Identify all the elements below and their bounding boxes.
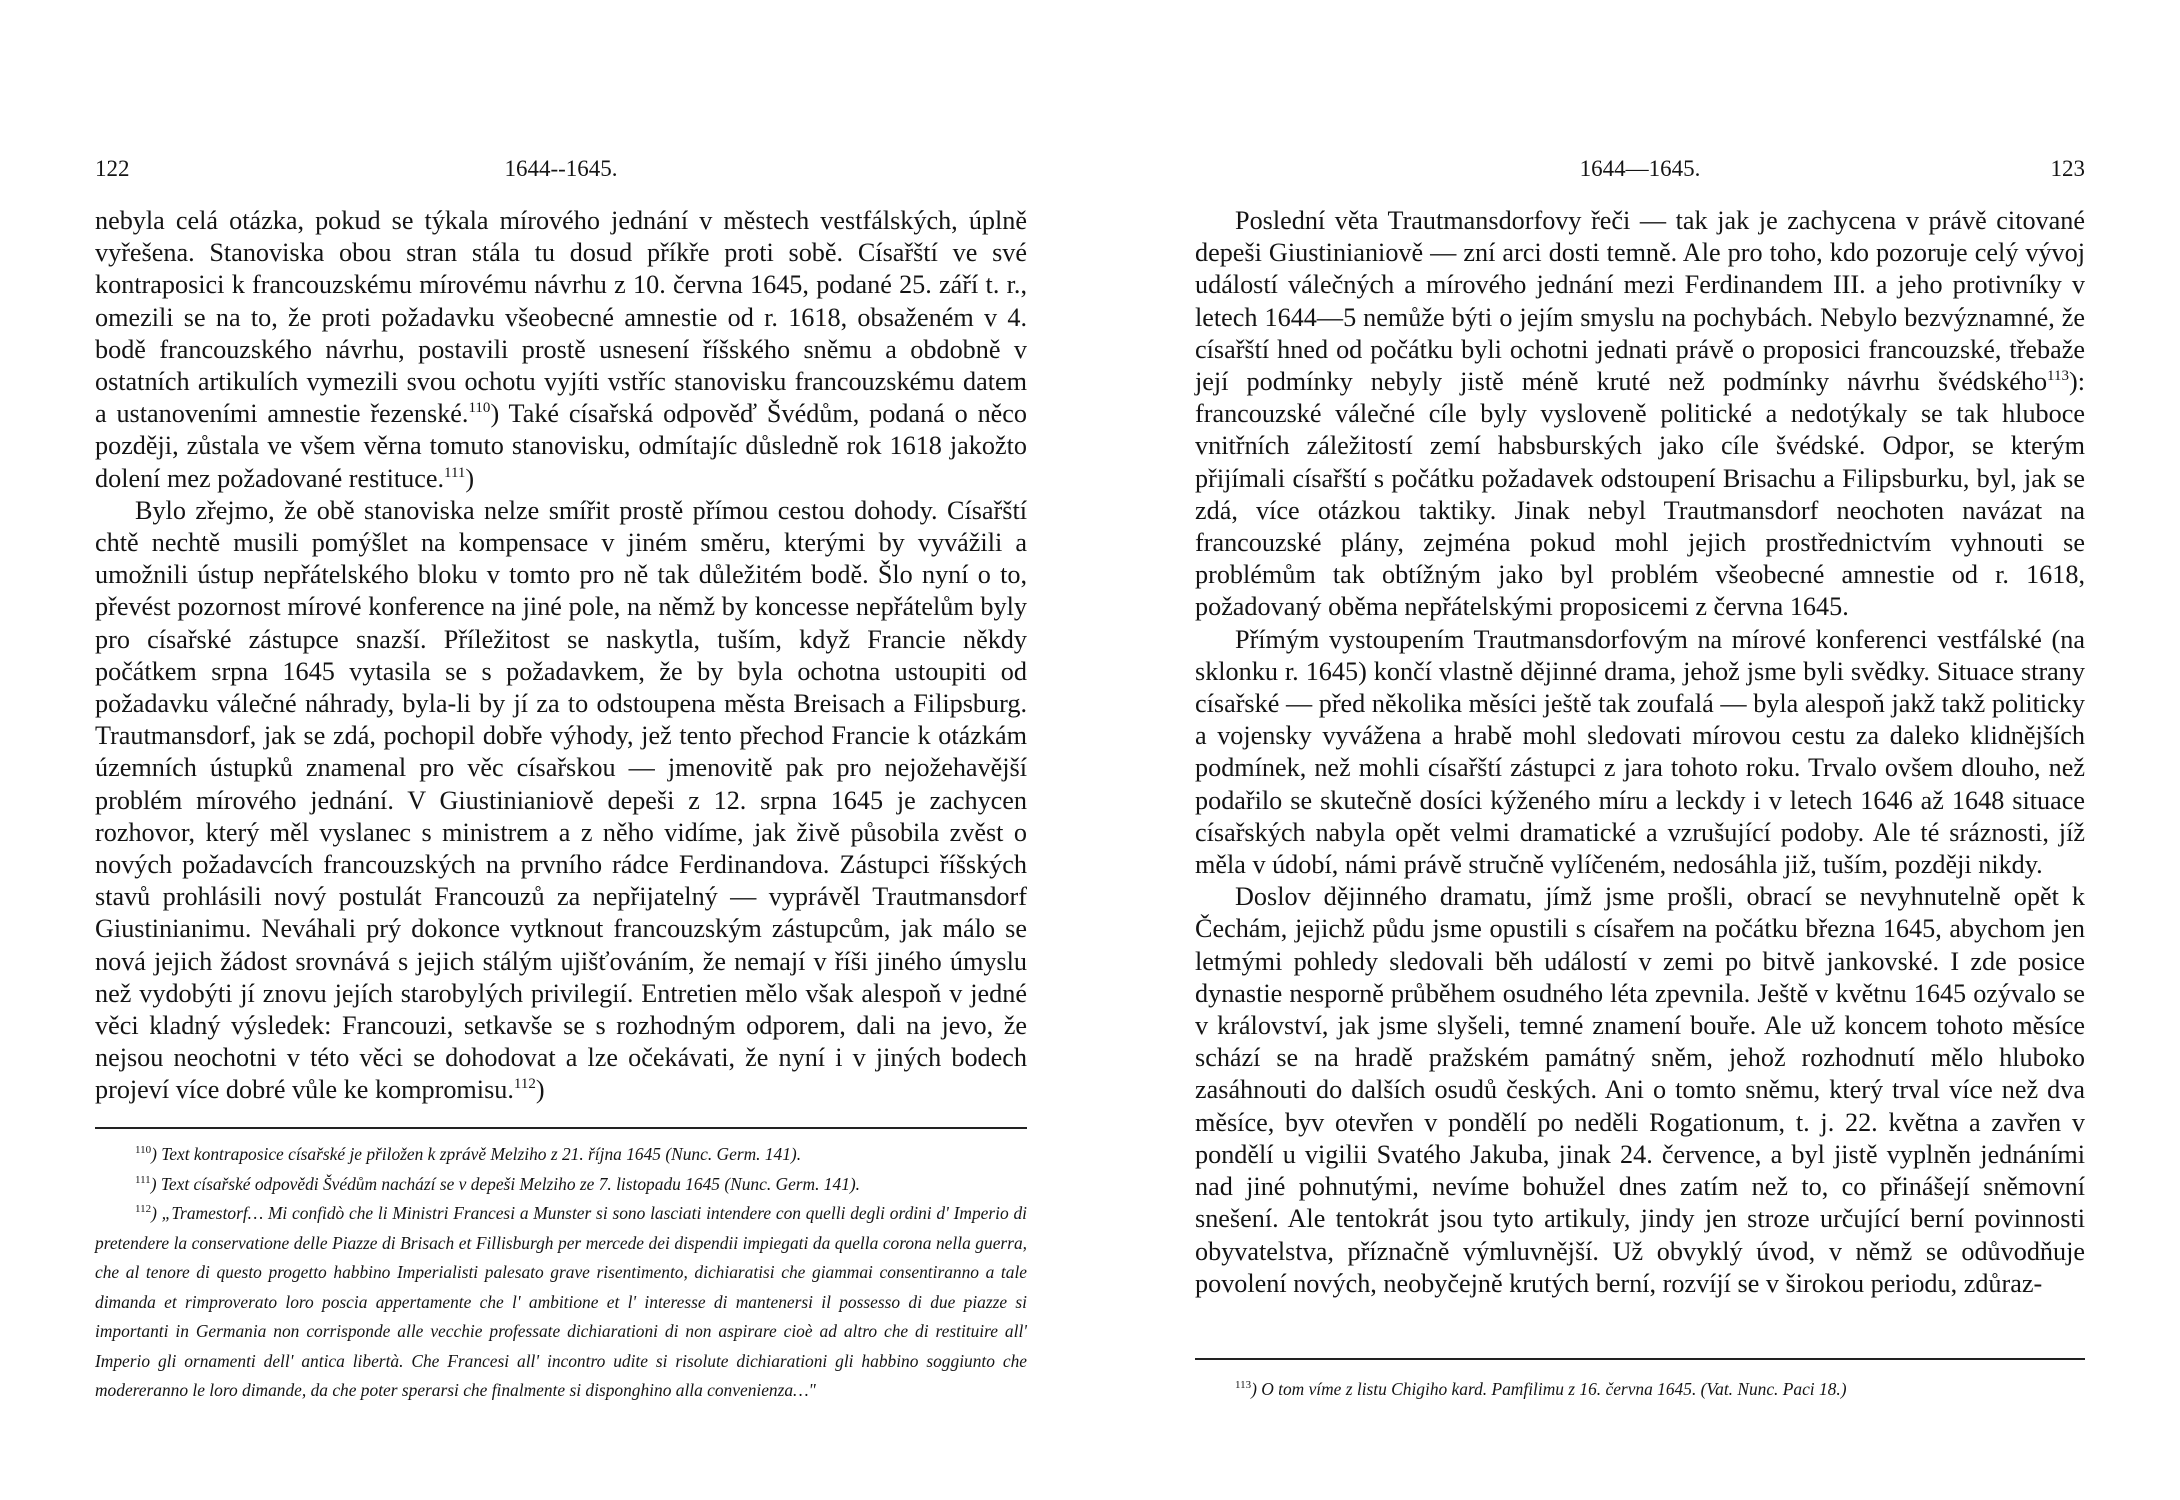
footnotes: [95, 1140, 1027, 1406]
running-head: [95, 151, 1027, 187]
page-number: 123: [2050, 156, 2085, 181]
paragraph: nebyla celá otázka, pokud se týkala mírového jednání v městech vestfálských, úplně vyřešena. Stanoviska obou stran stála tu dosud příkře proti sobě. Císařští ve své kontraposici k francouzskému mírovému návrhu z 10. června 1645, podané 25. září t. r., omezili se na to, že proti požadavku všeobecné amnestie od r. 1618, obsaženém v 4. bodě francouzského návrhu, postavili prostě usnesení říšského sněmu a obdobně v ostatních artikulích vymezili svou ochotu vyjíti vstříc stanovisku francouzskému datem a ustanoveními amnestie řezenské.$^{110}$) Také císařská odpověď Švédům, podaná o něco později, zůstala ve všem věrna tomuto stanovisku, odmítajíc důsledně rok 1618 jakožto dolení mez požadované restituce.$^{111}$): [95, 206, 1027, 493]
footnote: $^{112}$) „Tramestorf… Mi confidò che li Ministri Francesi a Munster si sono lasciati intendere con quelli degli ordini d' Imperio di pretendere la conservatione delle Piazze di Brisach et Fillisburgh per mercede dei dispendii impiegati da quella corona nella guerra, che al tenore di questo progetto habbino Imperialisti palesato grave risentimento, dichiaratisi che giammai consentiranno a tale dimanda et rimproverato loro poscia appertamente che l' ambitione et l' interesse di mantenersi il possesso di due piazze si importanti in Germania non corrisponde alle vecchie professate dichiarationi di non aspirare cioè ad altro che di restituire all' Imperio gli ornamenti dell' antica libertà. Che Francesi all' incontro udite si risolute dichiarationi gli habbino soggiunto che modereranno le loro dimande, da che poter sperarsi che finalmente si disponghino alla convenienza…": [95, 1203, 1027, 1400]
paragraph: Přímým vystoupením Trautmansdorfovým na mírové konferenci vestfálské (na sklonku r. 1645) končí vlastně dějinné drama, jehož jsme byli svědky. Situace strany císařské — před několika měsíci ještě tak zoufalá — byla alespoň jakž takž politicky a vojensky vyvážena a hrabě mohl sledovati mírovou cestu za daleko klidnějších podmínek, než mohli císařští zástupci z jara tohoto roku. Trvalo ovšem dlouho, než podařilo se skutečně dosíci kýženého míru a leckdy i v letech 1646 až 1648 situace císařských nabyla opět velmi dramatické a vzrušující podoby. Ale té sráznosti, jíž měla v údobí, námi právě stručně vylíčeném, nedosáhla již, tuším, později nikdy.: [1195, 624, 2085, 880]
footnote-rule: [95, 1127, 1027, 1129]
left-page: [95, 0, 1027, 1500]
footnote-rule: [1195, 1358, 2085, 1360]
body-text: [1195, 205, 2085, 1300]
footnote-ref: 112: [513, 1076, 536, 1093]
footnote: $^{111}$) Text císařské odpovědi Švédům nachází se v depeši Melziho ze 7. listopadu 1645 (Nunc. Germ. 141).: [135, 1173, 861, 1194]
footnote: $^{113}$) O tom víme z listu Chigiho kard. Pamfilimu z 16. června 1645. (Vat. Nunc. Paci 18.): [1235, 1379, 1847, 1399]
footnotes: [1195, 1375, 2085, 1405]
page-number: 122: [95, 156, 130, 181]
paragraph: Poslední věta Trautmansdorfovy řeči — tak jak je zachycena v právě citované depeši Giustinianiově — zní arci dosti temně. Ale pro toho, kdo pozoruje celý vývoj událostí válečných a mírového jednání mezi Ferdinandem III. a jeho protivníky v letech 1644—5 nemůže býti o jejím smyslu na pochybách. Nebylo bezvýznamné, že císařští hned od počátku byli ochotni jednati právě o proposici francouzské, třebaže její podmínky nebyly jistě méně kruté než podmínky návrhu švédského$^{113}$): francouzské válečné cíle byly vysloveně politické a nedotýkaly se tak hluboce vnitřních záležitostí zemí habsburských jako cíle švédské. Odpor, se kterým přijímali císařští s počátku požadavek odstoupení Brisachu a Filipsburku, byl, jak se zdá, více otázkou taktiky. Jinak nebyl Trautmansdorf neochoten navázat na francouzské plány, zejména pokud mohl jejich prostřednictvím vyhnouti se problémům tak obtížným jako byl problém všeobecné amnestie od r. 1618, požadovaný oběma nepřátelskými proposicemi z června 1645.: [1195, 206, 2085, 622]
paragraph: Bylo zřejmo, že obě stanoviska nelze smířit prostě přímou cestou dohody. Císařští chtě nechtě musili pomýšlet na kompensace v jiném směru, kterými by vyvážili a umožnili ústup nepřátelského bloku v tomto pro ně tak důležitém bodě. Šlo nyní o to, převést pozornost mírové konference na jiné pole, na němž by koncesse nepřátelům byly pro císařské zástupce snazší. Příležitost se naskytla, tuším, když Francie někdy počátkem srpna 1645 vytasila se s požadavkem, že by byla ochotna ustoupiti od požadavku válečné náhrady, byla-li by jí za to odstoupena města Breisach a Filipsburg. Trautmansdorf, jak se zdá, pochopil dobře výhody, jež tento přechod Francie k otázkám územních ústupků znamenal pro věc císařskou — jmenovitě pak pro nejožehavější problém mírového jednání. V Giustinianiově depeši z 12. srpna 1645 je zachycen rozhovor, který měl vyslanec s ministrem a z něho vidíme, jak živě působila zvěst o nových požadavcích francouzských na prvního rádce Ferdinandova. Zástupci říšských stavů prohlásili nový postulát Francouzů za nepřijatelný — vyprávěl Trautmansdorf Giustinianimu. Neváhali prý dokonce vytknout francouzským zástupcům, jak málo se nová jejich žádost srovnává s jejich stálým ujišťováním, že nemají v říši jiného úmyslu než vydobýti jí znovu jejích starobylých privilegií. Entretien mělo však alespoň v jedné věci kladný výsledek: Francouzi, setkavše se s rozhodným odporem, dali na jevo, že nejsou neochotni v této věci se dohodovat a lze očekávati, že nyní i v jiných bodech projeví více dobré vůle ke kompromisu.$^{112}$): [95, 495, 1027, 1105]
footnote-ref: 113: [2047, 368, 2069, 385]
footnote-ref: 111: [444, 464, 466, 481]
footnote: $^{110}$) Text kontraposice císařské je přiložen k zprávě Melziho z 21. října 1645 (Nunc. Germ. 141).: [135, 1144, 802, 1164]
footnote-ref: 110: [468, 400, 491, 417]
body-text: [95, 205, 1027, 1107]
footnote-ref: 111: [135, 1173, 151, 1186]
running-head-years: 1644--1645.: [504, 156, 618, 181]
footnote-ref: 113: [1235, 1379, 1252, 1391]
running-head-years: 1644—1645.: [1579, 156, 1701, 181]
footnote-ref: 110: [135, 1144, 152, 1156]
paragraph: Doslov dějinného dramatu, jímž jsme prošli, obrací se nevyhnutelně opět k Čechám, jejichž půdu jsme opustili s císařem na počátku března 1645, abychom jen letmými pohledy sledovali běh událostí v zemi po bitvě jankovské. I zde posice dynastie nesporně průběhem osudného léta zpevnila. Ještě v květnu 1645 ozývalo se v království, jak jsme slyšeli, temné znamení bouře. Ale už koncem tohoto měsíce schází se na hradě pražském památný sněm, jehož rozhodnutí mělo hluboko zasáhnouti do dalších osudů českých. Ani o tomto sněmu, který trval více než dva měsíce, byv otevřen v pondělí po neděli Rogationum, t. j. 22. května a zavřen v pondělí u vigilii Svatého Jakuba, jinak 24. července, a byl jistě vyplněn jednáními nad jiné pohnutými, nevíme bohužel dnes zatím než to, co přinášejí sněmovní snešení. Ale tentokrát jsou tyto artikuly, jindy jen stroze určující berní povinnosti obyvatelstva, příznačně výmluvnější. Už obvyklý úvod, v němž se odůvodňuje povolení nových, neobyčejně krutých berní, rozvíjí se v širokou periodu, zdůraz-: [1195, 882, 2085, 1298]
right-page: [1195, 0, 2085, 1500]
running-head: [1195, 151, 2085, 187]
footnote-ref: 112: [135, 1203, 152, 1215]
